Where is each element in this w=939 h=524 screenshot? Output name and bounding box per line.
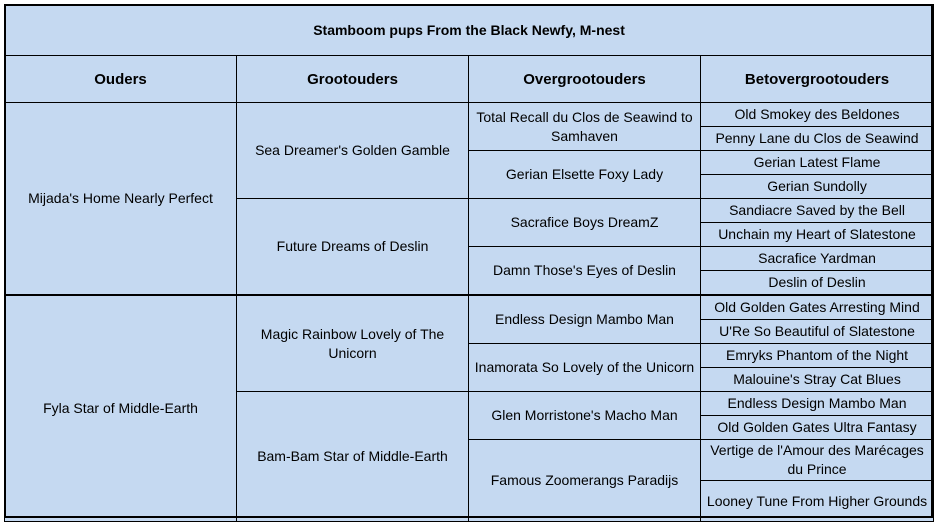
- great-great-grandparent-cell: Old Smokey des Beldones: [701, 103, 934, 127]
- great-grandparent-cell: Total Recall du Clos de Seawind to Samhaven: [469, 103, 701, 151]
- pedigree-table: [4, 4, 934, 522]
- great-grandparent-cell: Sacrafice Boys DreamZ: [469, 199, 701, 247]
- great-great-grandparent-cell: U'Re So Beautiful of Slatestone: [701, 320, 934, 344]
- great-great-grandparent-cell: Sacrafice Yardman: [701, 247, 934, 271]
- great-great-grandparent-cell: Looney Tune From Higher Grounds: [701, 481, 934, 522]
- header-ouders: Ouders: [5, 56, 237, 103]
- header-grootouders: Grootouders: [237, 56, 469, 103]
- great-great-grandparent-cell: Malouine's Stray Cat Blues: [701, 368, 934, 392]
- great-grandparent-cell: Endless Design Mambo Man: [469, 295, 701, 344]
- header-overgrootouders: Overgrootouders: [469, 56, 701, 103]
- header-betovergrootouders: Betovergrootouders: [701, 56, 934, 103]
- grandparent-cell: Magic Rainbow Lovely of The Unicorn: [237, 295, 469, 392]
- great-great-grandparent-cell: Gerian Sundolly: [701, 175, 934, 199]
- great-great-grandparent-cell: Old Golden Gates Arresting Mind: [701, 295, 934, 320]
- great-grandparent-cell: Gerian Elsette Foxy Lady: [469, 151, 701, 199]
- great-great-grandparent-cell: Sandiacre Saved by the Bell: [701, 199, 934, 223]
- great-grandparent-cell: Famous Zoomerangs Paradijs: [469, 440, 701, 522]
- parent-cell: Mijada's Home Nearly Perfect: [5, 103, 237, 296]
- great-great-grandparent-cell: Deslin of Deslin: [701, 271, 934, 296]
- great-great-grandparent-cell: Gerian Latest Flame: [701, 151, 934, 175]
- great-great-grandparent-cell: Unchain my Heart of Slatestone: [701, 223, 934, 247]
- great-grandparent-cell: Inamorata So Lovely of the Unicorn: [469, 344, 701, 392]
- table-row: [5, 295, 934, 320]
- great-great-grandparent-cell: Penny Lane du Clos de Seawind: [701, 127, 934, 151]
- great-great-grandparent-cell: Vertige de l'Amour des Marécages du Prince: [701, 440, 934, 481]
- great-grandparent-cell: Glen Morristone's Macho Man: [469, 392, 701, 440]
- grandparent-cell: Sea Dreamer's Golden Gamble: [237, 103, 469, 199]
- table-title: Stamboom pups From the Black Newfy, M-nest: [5, 5, 934, 56]
- great-great-grandparent-cell: Emryks Phantom of the Night: [701, 344, 934, 368]
- great-great-grandparent-cell: Old Golden Gates Ultra Fantasy: [701, 416, 934, 440]
- parent-cell: Fyla Star of Middle-Earth: [5, 295, 237, 522]
- table-row: [5, 103, 934, 127]
- grandparent-cell: Bam-Bam Star of Middle-Earth: [237, 392, 469, 522]
- grandparent-cell: Future Dreams of Deslin: [237, 199, 469, 296]
- great-great-grandparent-cell: Endless Design Mambo Man: [701, 392, 934, 416]
- great-grandparent-cell: Damn Those's Eyes of Deslin: [469, 247, 701, 296]
